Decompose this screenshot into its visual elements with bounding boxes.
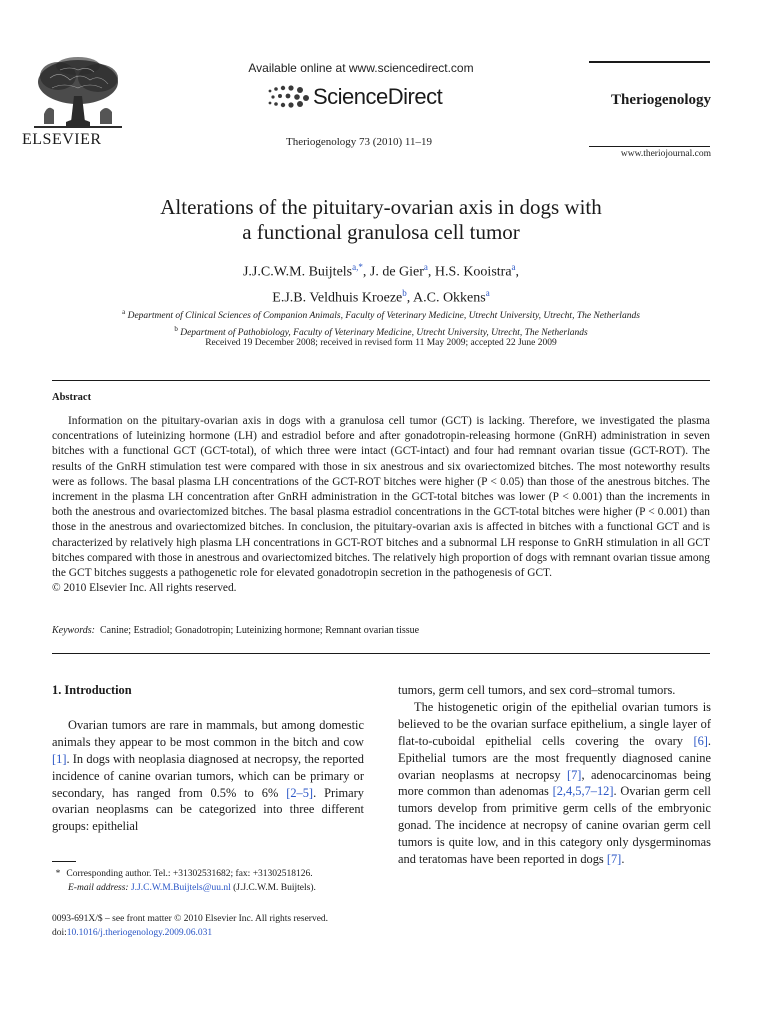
- citation-link[interactable]: [2,4,5,7–12]: [552, 784, 614, 799]
- abstract-copyright: © 2010 Elsevier Inc. All rights reserved.: [52, 582, 237, 595]
- author-affiliation-mark[interactable]: a: [511, 262, 516, 272]
- author-affiliation-mark[interactable]: a,*: [352, 262, 363, 272]
- email-label: E-mail address:: [68, 883, 129, 893]
- citation-link[interactable]: [7]: [606, 852, 622, 867]
- author-name: J.J.C.W.M. Buijtels: [242, 264, 353, 280]
- keywords: [52, 625, 710, 636]
- body-paragraph: tumors, germ cell tumors, and sex cord–stromal tumors.: [398, 683, 676, 697]
- author-name: E.J.B. Veldhuis Kroeze: [272, 290, 403, 306]
- sciencedirect-logo: [264, 82, 442, 112]
- front-matter-info: [52, 912, 452, 940]
- citation-link[interactable]: [1]: [52, 751, 67, 766]
- title-line-1: Alterations of the pituitary-ovarian axis in dogs with: [160, 195, 602, 219]
- journal-url[interactable]: www.theriojournal.com: [620, 149, 711, 159]
- citation-link[interactable]: [7]: [566, 767, 582, 782]
- author-name: A.C. Okkens: [413, 290, 486, 306]
- keywords-list: Canine; Estradiol; Gonadotropin; Luteinizing hormone; Remnant ovarian tissue: [99, 625, 420, 636]
- publisher-name: ELSEVIER: [22, 131, 102, 148]
- abstract-heading: Abstract: [52, 392, 92, 403]
- doi-link[interactable]: 10.1016/j.theriogenology.2009.06.031: [66, 928, 213, 938]
- received-dates: Received 19 December 2008; received in revised form 11 May 2009; accepted 22 June 2009: [205, 338, 557, 348]
- sciencedirect-dots-icon: [264, 82, 310, 112]
- abstract-text: Information on the pituitary-ovarian axis in dogs with a granulosa cell tumor (GCT) is lacking. Therefore, we investigated the plasma concentrations of luteinizing hormone (LH) and estradiol before and after gonadotropin-releasing hormone (GnRH) administration in seven bitches with a functional GCT (GCT-total), of which three were intact (GCT-intact) and four had remnant ovarian tissue (GCT-ROT). The results of the GnRH stimulation test were compared with those in six anestrous and six ovariectomized bitches. The most noteworthy results were as follows. The basal plasma LH concentrations of the GCT-ROT bitches were higher (P < 0.05) than those of the anestrous bitches. The increment in the plasma LH concentration after GnRH administration in the GCT-total bitches was lower (P < 0.001) than the increments in both the anestrous and ovariectomized bitches. The basal plasma estradiol concentrations in the GCT-total bitches were higher (P < 0.001) than those in the anestrous and ovariectomized bitches. In conclusion, the pituitary-ovarian axis is affected in bitches with a functional GCT and is characterized by relatively high plasma LH concentrations in GCT-ROT bitches and a subnormal LH response to GnRH stimulation in all GCT bitches compared with those in anestrous and ovariectomized bitches. The relatively high proportion of dogs with remnant ovarian tissue among the GCT bitches suggests a pathogenetic role for elevated gonadotropin secretion in the pathogenesis of GCT.: [52, 415, 710, 580]
- body-column-left: [52, 682, 364, 835]
- journal-citation: Theriogenology 73 (2010) 11–19: [286, 136, 432, 148]
- body-paragraph: The histogenetic origin of the epithelial ovarian tumors is believed to be the ovarian surface epithelium, a single layer of flat-to-cuboidal epithelial cells covering the ovary [6]. Epithelial tumors are the most frequently diagnosed canine ovarian neoplasms at necropsy [7], adenocarcinomas being more common than adenomas [2,4,5,7–12]. Ovarian germ cell tumors develop from primitive germ cells of the embryonic gonad. The incidence at necropsy of canine ovarian germ cell tumors is quite low, and in this category only dysgerminomas and teratomas have been reported in dogs [7].: [398, 699, 712, 867]
- article-title: [60, 195, 702, 245]
- abstract-body: [52, 414, 710, 596]
- author-affiliation-mark[interactable]: a: [485, 287, 490, 298]
- footnote-marker: *: [55, 869, 61, 879]
- journal-name: Theriogenology: [611, 92, 711, 108]
- affiliations: [40, 306, 722, 340]
- affiliation-b: $^b$ Department of Pathobiology, Faculty of Veterinary Medicine, Utrecht University, Utrecht, The Netherlands: [174, 325, 588, 339]
- citation-link[interactable]: [2–5]: [286, 785, 314, 800]
- issn-line: 0093-691X/$ – see front matter © 2010 Elsevier Inc. All rights reserved.: [52, 914, 329, 924]
- abstract-rule-bottom: [52, 653, 710, 654]
- author-name: H.S. Kooistra: [434, 264, 512, 280]
- author-affiliation-mark[interactable]: a: [423, 262, 428, 272]
- footnote-email-line: E-mail address: J.J.C.W.M.Buijtels@uu.nl (J.J.C.W.M. Buijtels).: [68, 883, 316, 893]
- journal-rule-bottom: [589, 146, 710, 147]
- available-online-text: Available online at www.sciencedirect.com: [248, 61, 474, 75]
- journal-rule-top: [589, 61, 710, 63]
- author-affiliation-mark[interactable]: b: [402, 287, 407, 298]
- footnote-rule: [52, 861, 76, 862]
- doi-line: doi:10.1016/j.theriogenology.2009.06.031: [52, 928, 213, 938]
- abstract-rule-top: [52, 380, 710, 381]
- keywords-label: Keywords:: [52, 625, 95, 636]
- author-name: J. de Gier: [369, 264, 424, 280]
- corresponding-author-footnote: [52, 867, 382, 895]
- body-paragraph: Ovarian tumors are rare in mammals, but among domestic animals they appear to be most common in the bitch and cow [1]. In dogs with neoplasia diagnosed at necropsy, the reported incidence of canine ovarian tumors, which can be primary or secondary, has ranged from 0.5% to 6% [2–5]. Primary ovarian neoplasms can be categorized into three different groups: epithelial: [52, 717, 364, 834]
- footnote-contact: * Corresponding author. Tel.: +31302531682; fax: +31302518126.: [52, 867, 382, 881]
- author-line-2: E.J.B. Veldhuis Kroeze$^b$, A.C. Okkens$^a$: [272, 287, 490, 306]
- title-line-2: a functional granulosa cell tumor: [242, 220, 520, 244]
- sciencedirect-wordmark: ScienceDirect: [313, 84, 443, 109]
- section-heading: 1. Introduction: [52, 683, 132, 697]
- body-column-right: [398, 682, 711, 868]
- citation-link[interactable]: [6]: [693, 733, 708, 748]
- affiliation-a: $^a$ Department of Clinical Sciences of Companion Animals, Faculty of Veterinary Medicine, Utrecht University, Utrecht, The Netherlands: [122, 308, 640, 322]
- author-list: [60, 257, 702, 308]
- email-link[interactable]: J.J.C.W.M.Buijtels@uu.nl: [130, 883, 231, 893]
- author-line-1: J.J.C.W.M. Buijtels$^{a,*}$, J. de Gier$^a$, H.S. Kooistra$^a$,: [242, 262, 520, 280]
